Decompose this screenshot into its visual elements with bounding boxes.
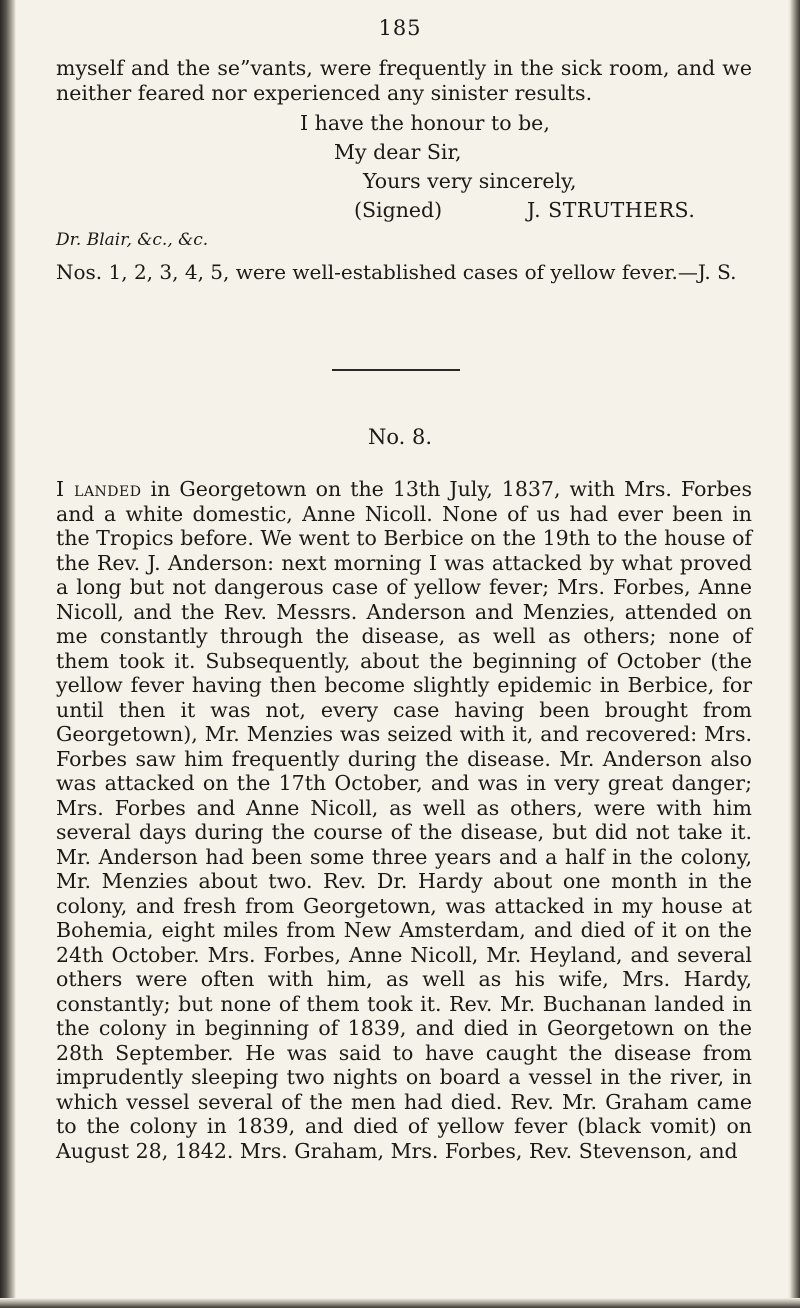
section-body-paragraph: [56, 477, 752, 1163]
letter-closing-line-2: My dear Sir,: [334, 140, 462, 164]
page-number: 185: [378, 16, 422, 40]
signed-label: (Signed): [354, 198, 443, 222]
page-bottom-edge: [0, 1298, 800, 1308]
section-body-text: in Georgetown on the 13th July, 1837, with Mrs. Forbes and a white domestic, Anne Nicoll. None of us had ever been in the Tropics before. We went to Berbice on the 19th to the house of the Rev. J. Anderson: next morning I was attacked by what proved a long but not dangerous case of yellow fever; Mrs. Forbes, Anne Nicoll, and the Rev. Messrs. Anderson and Menzies, attended on me constantly through the disease, as well as others; none of them took it. Subsequently, about the beginning of October (the yellow fever having then become slightly epidemic in Berbice, for until then it was not, every case having been brought from Georgetown), Mr. Menzies was seized with it, and recovered: Mrs. Forbes saw him frequently during the disease. Mr. Anderson also was attacked on the 17th October, and was in very great danger; Mrs. Forbes and Anne Nicoll, as well as others, were with him several days during the course of the disease, but did not take it. Mr. Anderson had been some three years and a half in the colony, Mr. Menzies about two. Rev. Dr. Hardy about one month in the colony, and fresh from Georgetown, was attacked in my house at Bohemia, eight miles from New Amsterdam, and died of it on the 24th October. Mrs. Forbes, Anne Nicoll, Mr. Heyland, and several others were often with him, as well as his wife, Mrs. Hardy, constantly; but none of them took it. Rev. Mr. Buchanan landed in the colony in beginning of 1839, and died in Georgetown on the 28th September. He was said to have caught the disease from imprudently sleeping two nights on board a vessel in the river, in which vessel several of the men had died. Rev. Mr. Graham came to the colony in 1839, and died of yellow fever (black vomit) on August 28, 1842. Mrs. Graham, Mrs. Forbes, Rev. Stevenson, and: [56, 477, 752, 1163]
letter-closing-line-3: Yours very sincerely,: [363, 169, 577, 193]
section-first-word: I landed: [56, 477, 142, 501]
section-divider: [332, 369, 460, 371]
letter-opening-paragraph: myself and the se”vants, were frequently in the sick room, and we neither feared nor experienced any sinister results.: [56, 56, 752, 105]
letter-closing-line-1: I have the honour to be,: [300, 111, 550, 135]
page-left-edge: [0, 0, 16, 1308]
cases-note: Nos. 1, 2, 3, 4, 5, were well-established cases of yellow fever.—J. S.: [56, 260, 737, 284]
addressee: Dr. Blair, &c., &c.: [56, 230, 209, 250]
signature-name: J. STRUTHERS.: [527, 198, 696, 222]
section-heading: No. 8.: [367, 425, 433, 449]
page-right-edge: [788, 0, 800, 1308]
